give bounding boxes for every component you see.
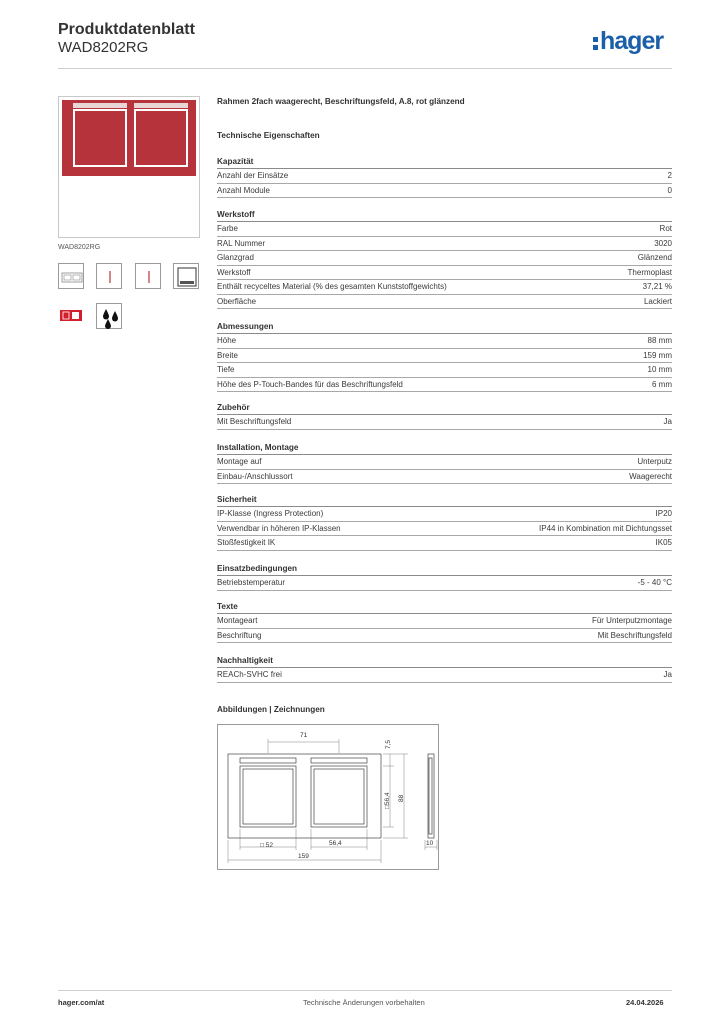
property-label: Höhe [217, 336, 237, 345]
property-value: 37,21 % [642, 282, 672, 291]
property-value: Für Unterputzmontage [591, 616, 672, 625]
property-label: IP-Klasse (Ingress Protection) [217, 509, 324, 518]
property-label: Montage auf [217, 457, 262, 466]
property-value: Ja [663, 417, 672, 426]
property-label: Anzahl der Einsätze [217, 171, 289, 180]
drawing-insert-left [240, 766, 296, 827]
property-label: Stoßfestigkeit IK [217, 538, 276, 547]
property-row [217, 668, 672, 683]
technical-drawing [217, 724, 439, 870]
section-heading: Sicherheit [217, 493, 672, 507]
property-label: Höhe des P-Touch-Bandes für das Beschriftungsfeld [217, 379, 403, 389]
property-label: Montageart [217, 616, 258, 625]
property-value: 3020 [654, 238, 672, 248]
hager-logo: hager [593, 26, 663, 56]
header-divider [58, 68, 672, 69]
section [217, 320, 672, 392]
water-drops-icon [96, 303, 122, 329]
label-field-icon [173, 263, 199, 289]
drawing-outer-frame [228, 754, 381, 838]
property-row [217, 614, 672, 629]
property-row [217, 363, 672, 378]
section [217, 441, 672, 484]
footer-divider [58, 990, 672, 991]
product-number: WAD8202RG [58, 39, 149, 56]
property-label: REACh-SVHC frei [217, 670, 282, 679]
section-heading: Installation, Montage [217, 441, 672, 455]
vertical-line-icon [96, 263, 122, 289]
property-label: Farbe [217, 224, 238, 233]
property-label: Glanzgrad [217, 253, 254, 262]
property-row [217, 280, 672, 295]
section [217, 493, 672, 551]
section-heading: Nachhaltigkeit [217, 654, 672, 668]
property-row [217, 415, 672, 430]
property-value: Waagerecht [629, 471, 672, 481]
drawings-heading: Abbildungen | Zeichnungen [217, 705, 325, 714]
technical-properties-heading: Technische Eigenschaften [217, 131, 320, 140]
property-row [217, 184, 672, 199]
section-heading: Kapazität [217, 155, 672, 169]
property-row [217, 295, 672, 310]
section-heading: Werkstoff [217, 208, 672, 222]
property-row [217, 169, 672, 184]
image-caption: WAD8202RG [58, 244, 101, 251]
section-heading: Texte [217, 600, 672, 614]
section-heading: Zubehör [217, 401, 672, 415]
property-value: Rot [659, 224, 672, 233]
property-value: 2 [667, 171, 672, 180]
dim-insert-width-a: □ 52 [260, 842, 273, 849]
section [217, 600, 672, 643]
property-value: Glänzend [637, 253, 672, 262]
property-label: Tiefe [217, 365, 235, 374]
property-label: Oberfläche [217, 296, 257, 306]
property-row [217, 629, 672, 644]
document-title: Produktdatenblatt [58, 21, 195, 38]
property-row [217, 470, 672, 485]
property-value: IK05 [655, 538, 672, 547]
dim-top-offset: 7,5 [385, 739, 392, 749]
property-value: IP44 in Kombination mit Dichtungsset [539, 523, 672, 533]
footer-website[interactable]: hager.com/at [58, 998, 105, 1007]
property-row [217, 536, 672, 551]
property-label: Breite [217, 350, 238, 360]
property-value: -5 - 40 °C [637, 578, 672, 587]
property-value: IP20 [655, 509, 672, 518]
dim-top-width: 71 [300, 732, 308, 739]
property-value: 10 mm [647, 365, 672, 374]
section-heading: Abmessungen [217, 320, 672, 334]
property-row [217, 334, 672, 349]
property-value: 0 [667, 185, 672, 195]
logo-dots-icon [593, 35, 599, 51]
property-label: Verwendbar in höheren IP-Klassen [217, 523, 341, 533]
property-row [217, 222, 672, 237]
property-value: Lackiert [643, 296, 672, 306]
product-title: Rahmen 2fach waagerecht, Beschriftungsfeld, A.8, rot glänzend [217, 97, 465, 106]
frame-2fold-red [62, 100, 196, 176]
section-heading: Einsatzbedingungen [217, 562, 672, 576]
property-row [217, 522, 672, 537]
section [217, 155, 672, 198]
property-label: Beschriftung [217, 630, 262, 640]
ip-rating-icon [58, 303, 84, 329]
dim-height: 88 [398, 794, 405, 802]
property-row [217, 455, 672, 470]
footer-notice: Technische Änderungen vorbehalten [303, 998, 425, 1007]
property-value: Ja [663, 670, 672, 679]
footer-date: 24.04.2026 [626, 998, 664, 1007]
property-value: Thermoplast [627, 267, 672, 277]
property-row [217, 378, 672, 393]
property-row [217, 237, 672, 252]
drawing-insert-right [311, 766, 367, 827]
dim-total-width: 159 [298, 853, 309, 860]
product-image [58, 96, 200, 238]
property-label: Mit Beschriftungsfeld [217, 417, 292, 426]
property-label: Betriebstemperatur [217, 578, 286, 587]
property-value: 159 mm [643, 350, 672, 360]
dim-insert-height: □56,4 [384, 792, 391, 809]
frame-2fold-icon [58, 263, 84, 289]
property-value: Unterputz [637, 457, 672, 466]
section [217, 654, 672, 683]
property-value: Mit Beschriftungsfeld [597, 630, 672, 640]
property-label: Enthält recyceltes Material (% des gesamten Kunststoffgewichts) [217, 282, 447, 291]
property-label: RAL Nummer [217, 238, 266, 248]
property-label: Einbau-/Anschlussort [217, 471, 293, 481]
property-value: 88 mm [647, 336, 672, 345]
property-label: Werkstoff [217, 267, 251, 277]
vertical-line-icon [135, 263, 161, 289]
section [217, 401, 672, 430]
dim-insert-width-b: 56,4 [329, 840, 342, 847]
section [217, 562, 672, 591]
property-row [217, 266, 672, 281]
dim-depth: 10 [426, 840, 434, 847]
property-row [217, 349, 672, 364]
property-label: Anzahl Module [217, 185, 270, 195]
property-row [217, 576, 672, 591]
section [217, 208, 672, 309]
property-value: 6 mm [652, 379, 672, 389]
property-row [217, 507, 672, 522]
property-row [217, 251, 672, 266]
